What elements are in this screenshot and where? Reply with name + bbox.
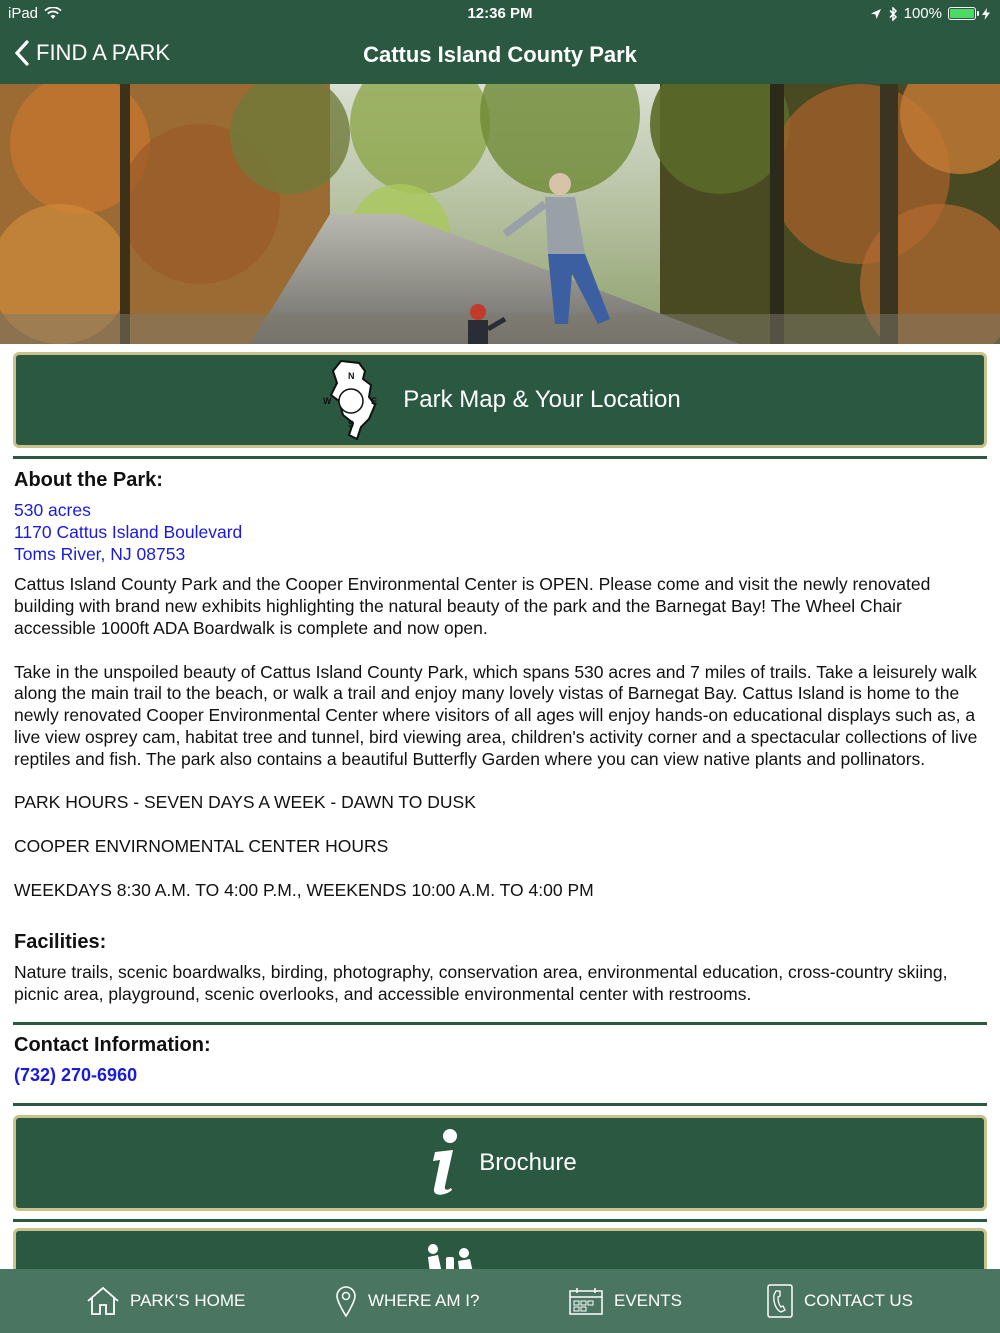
park-hero-image	[0, 84, 1000, 344]
address-line1-link[interactable]: 1170 Cattus Island Boulevard	[14, 521, 243, 542]
facilities-text: Nature trails, scenic boardwalks, birding, photography, conservation area, environmental education, cross-country skiing, picnic area, playground, scenic overlooks, and accessible environmental center with restrooms.	[14, 962, 948, 1004]
section-divider	[13, 1103, 987, 1106]
tab-events-label: EVENTS	[614, 1291, 683, 1310]
compass-west: W	[323, 396, 332, 406]
center-hours-heading: COOPER ENVIRNOMENTAL CENTER HOURS	[14, 835, 389, 856]
tab-contact-us[interactable]	[766, 1269, 913, 1333]
status-right	[870, 5, 990, 22]
acres-link[interactable]: 530 acres	[14, 500, 91, 520]
compass-north: N	[348, 371, 355, 381]
tab-bar	[0, 1269, 1000, 1333]
battery-icon	[948, 7, 976, 20]
calendar-icon	[568, 1286, 604, 1316]
nj-compass-icon	[319, 357, 385, 443]
park-map-button[interactable]	[13, 352, 987, 448]
about-paragraph-2: Take in the unspoiled beauty of Cattus Island County Park, which spans 530 acres and 7 miles of trails. Take a leisurely walk along the main trail to the beach, or walk a trail and enjoy many lovely vistas of Barnegat Bay. Cattus Island is home to the newly renovated Cooper Environmental Center where visitors of all ages will enjoy hands-on educational displays such as, a live view osprey cam, habitat tree and tunnel, bird viewing area, children's activity corner and a spectacular collections of live reptiles and fish. The park also contains a beautiful Butterfly Garden where you can view native plants and pollinators.	[14, 661, 978, 769]
page-title: Cattus Island County Park	[363, 42, 637, 67]
brochure-button-label: Brochure	[479, 1149, 577, 1176]
tab-contact-us-label: CONTACT US	[804, 1291, 913, 1310]
facilities-section	[14, 930, 986, 1006]
device-name: iPad	[8, 5, 39, 22]
location-pin-icon	[334, 1284, 358, 1318]
park-hours: PARK HOURS - SEVEN DAYS A WEEK - DAWN TO DUSK	[14, 792, 476, 813]
bluetooth-icon	[888, 7, 898, 21]
status-time: 12:36 PM	[467, 5, 533, 22]
tab-events[interactable]	[568, 1269, 682, 1333]
section-divider	[13, 1219, 987, 1222]
about-section	[14, 468, 986, 901]
back-button-label: FIND A PARK	[36, 40, 171, 65]
compass-south: S	[348, 419, 355, 429]
contact-heading: Contact Information:	[14, 1034, 211, 1056]
facilities-heading: Facilities:	[14, 931, 107, 953]
tab-where-am-i[interactable]	[334, 1269, 479, 1333]
location-arrow-icon	[870, 8, 882, 20]
tab-parks-home[interactable]	[86, 1269, 245, 1333]
about-heading: About the Park:	[14, 469, 163, 491]
section-divider	[13, 1022, 987, 1025]
park-map-button-label: Park Map & Your Location	[403, 386, 681, 413]
phone-icon	[766, 1283, 794, 1319]
compass-east: E	[371, 396, 378, 406]
center-hours: WEEKDAYS 8:30 A.M. TO 4:00 P.M., WEEKENDS 10:00 A.M. TO 4:00 PM	[14, 879, 594, 900]
brochure-button[interactable]	[13, 1115, 987, 1211]
tab-where-am-i-label: WHERE AM I?	[368, 1291, 480, 1310]
status-bar	[0, 0, 1000, 28]
phone-link[interactable]: (732) 270-6960	[14, 1065, 138, 1085]
house-icon	[86, 1286, 120, 1316]
about-paragraph-1: Cattus Island County Park and the Cooper Environmental Center is OPEN. Please come and visit the newly renovated building with brand new exhibits highlighting the natural beauty of the park and the Barnegat Bay! The Wheel Chair accessible 1000ft ADA Boardwalk is complete and now open.	[14, 574, 931, 638]
info-icon	[423, 1128, 463, 1198]
tab-parks-home-label: PARK'S HOME	[130, 1291, 246, 1310]
navigation-bar	[0, 28, 1000, 84]
contact-section	[14, 1033, 986, 1087]
charging-bolt-icon	[982, 8, 990, 20]
address-line2-link[interactable]: Toms River, NJ 08753	[14, 543, 186, 564]
battery-percent: 100%	[903, 5, 942, 22]
section-divider	[13, 456, 987, 459]
